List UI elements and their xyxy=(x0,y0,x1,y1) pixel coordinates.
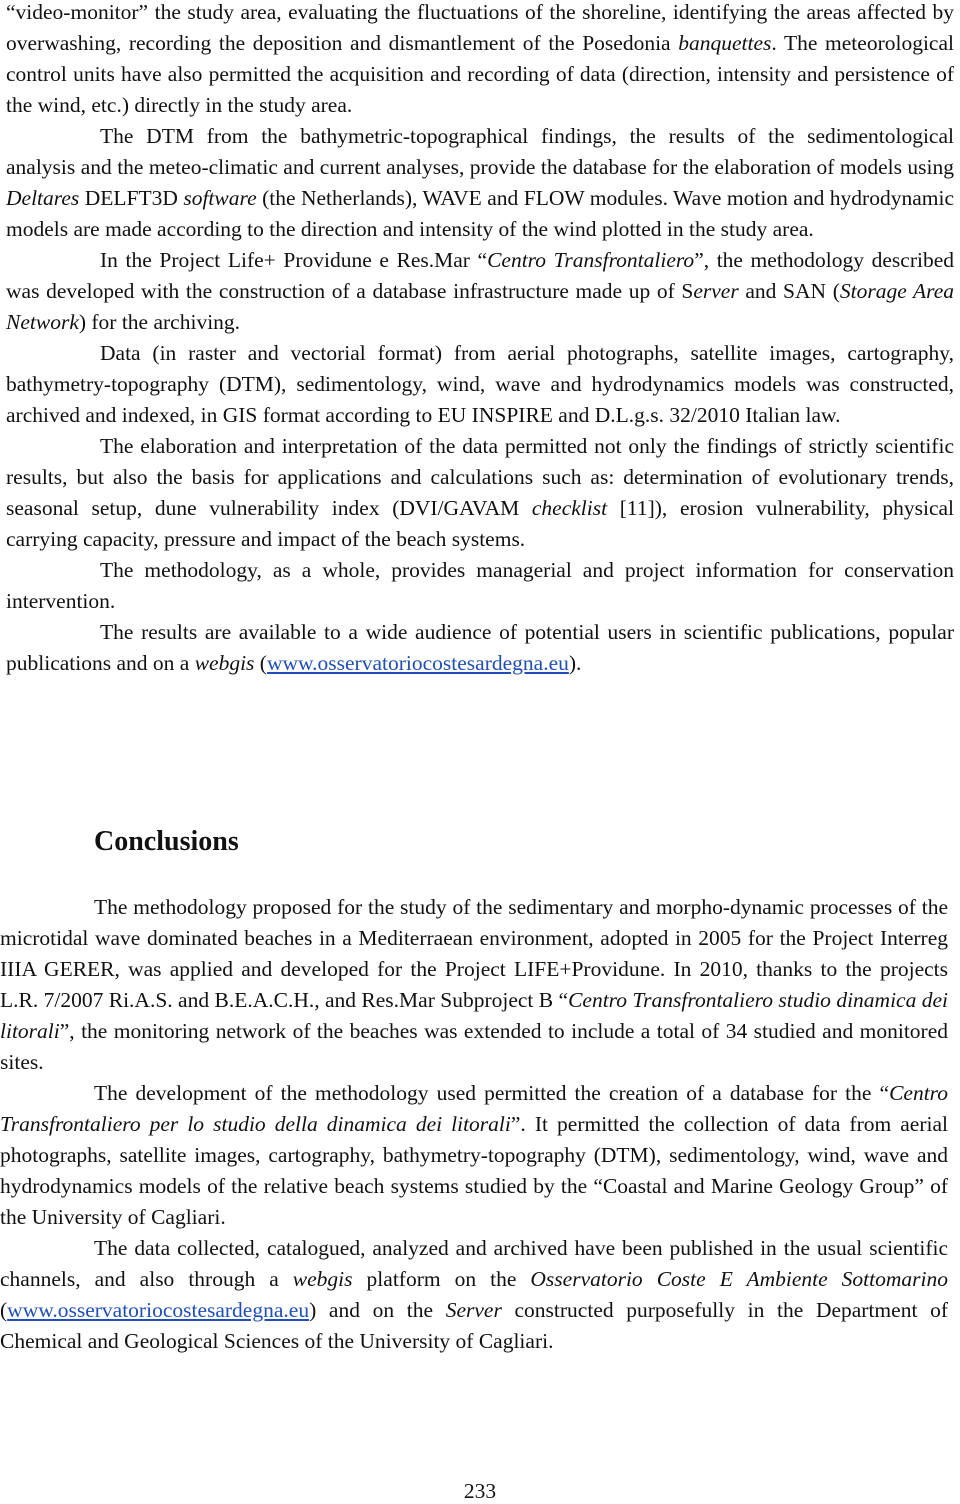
text-run: “video-monitor” the study area, evaluating the fluctuations of the shoreline, identifying the areas affected by overwashing, recording the deposition and dismantlement of the Posedonia xyxy=(6,0,954,55)
italic-text: erver xyxy=(693,279,739,303)
text-run: Data (in raster and vectorial format) from aerial photographs, satellite images, cartography, bathymetry-topography (DTM), sedimentology, wind, wave and hydrodynamics models was constructed, archived and indexed, in GIS format according to EU INSPIRE and D.L.g.s. 32/2010 Italian law. xyxy=(6,341,954,427)
text-run: In the Project Life+ Providune e Res.Mar “ xyxy=(100,248,488,272)
website-link[interactable]: www.osservatoriocostesardegna.eu xyxy=(7,1298,310,1322)
italic-text: Storage Area Network xyxy=(6,279,954,334)
text-run: The DTM from the bathymetric-topographical findings, the results of the sedimentological analysis and the meteo-climatic and current analyses, provide the database for the elaboration of models using xyxy=(6,124,954,179)
body-paragraph xyxy=(6,617,954,679)
conclusions-section xyxy=(0,892,948,1357)
italic-text: webgis xyxy=(194,651,255,675)
text-run: constructed purposefully in the Department of Chemical and Geological Sciences of the University of Cagliari. xyxy=(0,1298,948,1353)
text-run: ). xyxy=(568,651,582,675)
text-run: (the Netherlands), WAVE and FLOW modules. Wave motion and hydrodynamic models are made according to the direction and intensity of the wind plotted in the study area. xyxy=(6,186,954,241)
text-run: ) and on the xyxy=(309,1298,446,1322)
text-run: DELFT3D xyxy=(79,186,184,210)
conclusions-paragraph xyxy=(0,1078,948,1233)
text-run: The development of the methodology used permitted the creation of a database for the “ xyxy=(94,1081,890,1105)
italic-text: Centro Transfrontaliero xyxy=(487,248,695,272)
text-run: ”. It permitted the collection of data from aerial photographs, satellite images, cartography, bathymetry-topography (DTM), sedimentology, wind, wave and hydrodynamics models of the relative beach systems studied by the “Coastal and Marine Geology Group” of the University of Cagliari. xyxy=(0,1112,948,1229)
body-paragraph xyxy=(6,121,954,245)
text-run: The results are available to a wide audience of potential users in scientific publications, popular publications and on a xyxy=(6,620,954,675)
text-run: The data collected, catalogued, analyzed and archived have been published in the usual scientific channels, and also through a xyxy=(0,1236,948,1291)
text-run: and SAN ( xyxy=(738,279,840,303)
body-paragraph xyxy=(6,431,954,555)
text-run: ”, the monitoring network of the beaches was extended to include a total of 34 studied and monitored sites. xyxy=(0,1019,948,1074)
text-run: ) for the archiving. xyxy=(78,310,241,334)
text-run: The elaboration and interpretation of the data permitted not only the findings of strictly scientific results, but also the basis for applications and calculations such as: determination of evolutionary trends, seasonal setup, dune vulnerability index (DVI/GAVAM xyxy=(6,434,954,520)
italic-text: Osservatorio Coste E Ambiente Sottomarino xyxy=(530,1267,948,1291)
italic-text: Deltares xyxy=(6,186,80,210)
text-run: ”, the methodology described was developed with the construction of a database infrastructure made up of S xyxy=(6,248,954,303)
page xyxy=(6,0,954,679)
page-number: 233 xyxy=(463,1479,497,1503)
italic-text: webgis xyxy=(292,1267,353,1291)
italic-text: software xyxy=(183,186,257,210)
body-paragraph xyxy=(6,245,954,338)
italic-text: checklist xyxy=(531,496,608,520)
italic-text: Centro Transfrontaliero per lo studio della dinamica dei litorali xyxy=(0,1081,948,1136)
conclusions-paragraph xyxy=(0,1233,948,1357)
text-run: The methodology, as a whole, provides managerial and project information for conservation intervention. xyxy=(6,558,954,613)
italic-text: banquettes xyxy=(678,31,772,55)
text-run: . The meteorological control units have also permitted the acquisition and recording of data (direction, intensity and persistence of the wind, etc.) directly in the study area. xyxy=(6,31,954,117)
website-link[interactable]: www.osservatoriocostesardegna.eu xyxy=(266,651,569,675)
text-run: platform on the xyxy=(352,1267,531,1291)
body-paragraph xyxy=(6,555,954,617)
italic-text: Centro Transfrontaliero studio dinamica dei litorali xyxy=(0,988,948,1043)
body-paragraph xyxy=(6,0,954,121)
text-run: ( xyxy=(0,1298,8,1322)
text-run: [11]), erosion vulnerability, physical carrying capacity, pressure and impact of the beach systems. xyxy=(6,496,955,551)
body-paragraph xyxy=(6,338,954,431)
text-run: ( xyxy=(254,651,267,675)
section-heading: Conclusions xyxy=(94,826,239,857)
italic-text: Server xyxy=(445,1298,502,1322)
text-run: The methodology proposed for the study of the sedimentary and morpho-dynamic processes of the microtidal wave dominated beaches in a Mediterraean environment, adopted in 2005 for the Project Interreg IIIA GERER, was applied and developed for the Project LIFE+Providune. In 2010, thanks to the projects L.R. 7/2007 Ri.A.S. and B.E.A.C.H., and Res.Mar Subproject B “ xyxy=(0,895,948,1012)
conclusions-paragraph xyxy=(0,892,948,1078)
